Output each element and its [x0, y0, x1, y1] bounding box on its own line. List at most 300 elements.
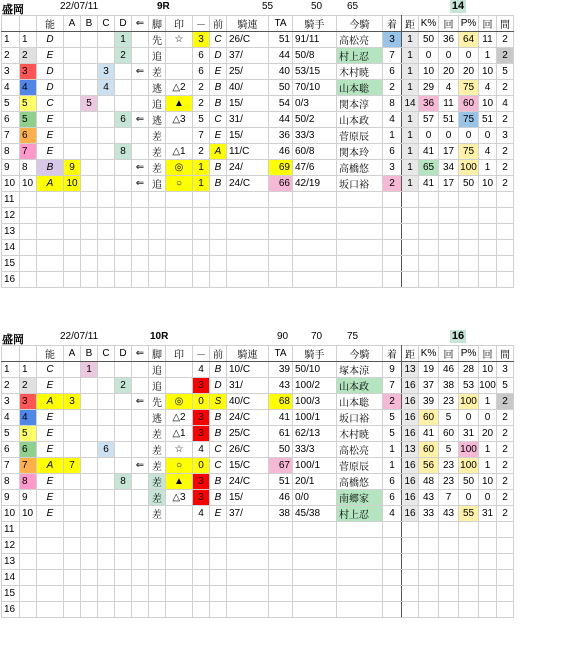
k-pct-cell [419, 208, 439, 224]
count2-cell: 0 [479, 128, 497, 144]
track-name: 盛岡 [2, 4, 24, 16]
jockey-cell: 47/6 [293, 160, 337, 176]
rank-d-cell [115, 554, 132, 570]
horse-number: 2 [2, 378, 20, 394]
rank-c-cell [98, 474, 115, 490]
horse-number: 12 [2, 538, 20, 554]
mark-num-cell: 6 [193, 48, 210, 64]
count2-cell: 100 [479, 378, 497, 394]
finish-cell: 5 [383, 426, 402, 442]
ability-cell: E [37, 426, 64, 442]
count-cell [439, 538, 459, 554]
table-row[interactable] [2, 160, 514, 176]
horse-number: 14 [2, 240, 20, 256]
horse-number: 9 [2, 490, 20, 506]
mark-num-cell: 3 [193, 474, 210, 490]
distance-cell: 1 [402, 144, 419, 160]
count2-cell [479, 256, 497, 272]
rank-c-cell [98, 602, 115, 618]
table-row[interactable] [2, 426, 514, 442]
header-style: 脚 [149, 346, 166, 362]
prev-cell [210, 256, 227, 272]
jockey-cell [293, 272, 337, 288]
ability-cell: E [37, 112, 64, 128]
rank-d-cell [115, 410, 132, 426]
arrow-cell [132, 224, 149, 240]
interval-cell: 5 [497, 64, 514, 80]
ability-cell: D [37, 64, 64, 80]
p-pct-cell [459, 256, 479, 272]
interval-cell: 2 [497, 506, 514, 522]
k-pct-cell [419, 538, 439, 554]
count2-cell: 1 [479, 442, 497, 458]
prev-cell [210, 586, 227, 602]
current-jockey-cell [337, 586, 383, 602]
count-cell [439, 224, 459, 240]
current-jockey-cell [337, 538, 383, 554]
ta-cell: 69 [269, 160, 293, 176]
frame-number [20, 240, 37, 256]
table-row[interactable] [2, 458, 514, 474]
style-cell: 差 [149, 506, 166, 522]
prev-cell: E [210, 128, 227, 144]
current-jockey-cell: 木村暁 [337, 64, 383, 80]
header-current-jockey: 今騎 [337, 16, 383, 32]
rank-d-cell [115, 208, 132, 224]
rank-b-cell [81, 506, 98, 522]
empty-row [2, 240, 514, 256]
header-row [2, 346, 514, 362]
rank-b-cell [81, 378, 98, 394]
count-cell [439, 240, 459, 256]
p-pct-cell: 20 [459, 64, 479, 80]
p-pct-cell [459, 586, 479, 602]
mark-cell [166, 272, 193, 288]
prev-cell [210, 208, 227, 224]
header-finish: 着 [383, 346, 402, 362]
table-row[interactable] [2, 362, 514, 378]
count-cell: 43 [439, 506, 459, 522]
ta-cell: 68 [269, 394, 293, 410]
jockey-combo-cell: 40/ [227, 80, 269, 96]
jockey-cell: 50/10 [293, 362, 337, 378]
rank-d-cell [115, 602, 132, 618]
ta-cell [269, 256, 293, 272]
race-sheet-2 [0, 330, 573, 615]
arrow-cell: ⇐ [132, 176, 149, 192]
p-pct-cell [459, 570, 479, 586]
top-value-b: 50 [311, 1, 323, 12]
distance-cell [402, 538, 419, 554]
rank-c-cell [98, 192, 115, 208]
mark-cell: ◎ [166, 160, 193, 176]
count2-cell [479, 240, 497, 256]
table-row[interactable] [2, 410, 514, 426]
k-pct-cell: 19 [419, 362, 439, 378]
count-cell: 0 [439, 48, 459, 64]
p-pct-cell: 0 [459, 128, 479, 144]
frame-number [20, 538, 37, 554]
current-jockey-cell [337, 240, 383, 256]
k-pct-cell [419, 586, 439, 602]
rank-a-cell [64, 112, 81, 128]
top-value-b: 70 [311, 331, 323, 342]
rank-d-cell [115, 240, 132, 256]
jockey-combo-cell: 25/ [227, 64, 269, 80]
empty-row [2, 272, 514, 288]
horse-number: 15 [2, 256, 20, 272]
rank-d-cell [115, 176, 132, 192]
prev-cell: C [210, 442, 227, 458]
interval-cell [497, 224, 514, 240]
rank-b-cell [81, 64, 98, 80]
finish-cell [383, 522, 402, 538]
table-row[interactable] [2, 144, 514, 160]
entry-table [1, 15, 514, 288]
interval-cell: 2 [497, 458, 514, 474]
rank-b-cell [81, 32, 98, 48]
count2-cell: 10 [479, 362, 497, 378]
jockey-cell [293, 586, 337, 602]
current-jockey-cell [337, 522, 383, 538]
table-row[interactable] [2, 176, 514, 192]
header-dash: － [193, 16, 210, 32]
current-jockey-cell [337, 192, 383, 208]
entry-table [1, 345, 514, 618]
count2-cell: 0 [479, 410, 497, 426]
mark-num-cell: 5 [193, 112, 210, 128]
table-row[interactable] [2, 474, 514, 490]
horse-number: 2 [2, 48, 20, 64]
prev-cell: E [210, 506, 227, 522]
frame-number: 2 [20, 48, 37, 64]
rank-c-cell [98, 538, 115, 554]
jockey-cell: 20/1 [293, 474, 337, 490]
jockey-cell [293, 224, 337, 240]
count-cell: 46 [439, 362, 459, 378]
mark-cell: △3 [166, 490, 193, 506]
distance-cell: 1 [402, 32, 419, 48]
distance-cell: 16 [402, 410, 419, 426]
prev-cell [210, 570, 227, 586]
rank-c-cell [98, 378, 115, 394]
current-jockey-cell: 山本政 [337, 378, 383, 394]
table-row[interactable] [2, 64, 514, 80]
interval-cell [497, 256, 514, 272]
style-cell: 先 [149, 32, 166, 48]
finish-cell [383, 602, 402, 618]
arrow-cell [132, 426, 149, 442]
jockey-cell: 100/2 [293, 378, 337, 394]
p-pct-cell: 100 [459, 442, 479, 458]
header-p-pct: P% [459, 346, 479, 362]
rank-d-cell [115, 522, 132, 538]
rank-a-cell [64, 272, 81, 288]
table-row[interactable] [2, 80, 514, 96]
arrow-cell [132, 602, 149, 618]
arrow-cell [132, 32, 149, 48]
frame-number [20, 272, 37, 288]
count2-cell: 31 [479, 506, 497, 522]
empty-row [2, 570, 514, 586]
mark-cell: ○ [166, 458, 193, 474]
table-row[interactable] [2, 48, 514, 64]
current-jockey-cell: 菅原辰 [337, 458, 383, 474]
table-row[interactable] [2, 32, 514, 48]
current-jockey-cell: 高橋悠 [337, 474, 383, 490]
rank-a-cell [64, 474, 81, 490]
rank-b-cell [81, 570, 98, 586]
finish-cell [383, 208, 402, 224]
jockey-combo-cell [227, 570, 269, 586]
count-cell: 5 [439, 410, 459, 426]
ability-cell [37, 240, 64, 256]
prev-cell: B [210, 96, 227, 112]
table-row[interactable] [2, 442, 514, 458]
style-cell: 先 [149, 394, 166, 410]
prev-cell: B [210, 490, 227, 506]
jockey-cell: 62/13 [293, 426, 337, 442]
jockey-combo-cell [227, 554, 269, 570]
ta-cell: 67 [269, 458, 293, 474]
count-cell: 60 [439, 426, 459, 442]
jockey-cell: 100/1 [293, 410, 337, 426]
mark-cell: △2 [166, 410, 193, 426]
style-cell: 追 [149, 96, 166, 112]
mark-num-cell: 7 [193, 128, 210, 144]
count2-cell: 10 [479, 64, 497, 80]
ta-cell: 51 [269, 474, 293, 490]
header-finish: 着 [383, 16, 402, 32]
count2-cell: 20 [479, 426, 497, 442]
arrow-cell [132, 208, 149, 224]
race-date: 22/07/11 [60, 331, 99, 342]
rank-b-cell: 1 [81, 362, 98, 378]
rank-d-cell: 1 [115, 32, 132, 48]
header-distance: 距 [402, 16, 419, 32]
rank-a-cell [64, 256, 81, 272]
table-row[interactable] [2, 112, 514, 128]
ability-cell: A [37, 394, 64, 410]
p-pct-cell [459, 602, 479, 618]
prev-cell: B [210, 474, 227, 490]
empty-row [2, 522, 514, 538]
count-cell: 5 [439, 442, 459, 458]
jockey-combo-cell: 15/ [227, 490, 269, 506]
horse-number: 4 [2, 80, 20, 96]
horse-number: 11 [2, 192, 20, 208]
p-pct-cell [459, 554, 479, 570]
k-pct-cell [419, 224, 439, 240]
table-row[interactable] [2, 96, 514, 112]
current-jockey-cell: 高松亮 [337, 442, 383, 458]
horse-number: 5 [2, 96, 20, 112]
interval-cell: 2 [497, 160, 514, 176]
rank-b-cell [81, 192, 98, 208]
finish-cell: 2 [383, 80, 402, 96]
count-cell: 51 [439, 112, 459, 128]
mark-num-cell: 3 [193, 378, 210, 394]
k-pct-cell [419, 602, 439, 618]
table-row[interactable] [2, 394, 514, 410]
rank-b-cell [81, 442, 98, 458]
count-cell [439, 602, 459, 618]
k-pct-cell: 39 [419, 394, 439, 410]
ability-cell [37, 522, 64, 538]
table-row[interactable] [2, 506, 514, 522]
rank-d-cell [115, 458, 132, 474]
mark-num-cell: 2 [193, 80, 210, 96]
prev-cell: S [210, 394, 227, 410]
prev-cell [210, 240, 227, 256]
distance-cell [402, 522, 419, 538]
rank-a-cell [64, 522, 81, 538]
rank-d-cell [115, 426, 132, 442]
arrow-cell [132, 442, 149, 458]
table-row[interactable] [2, 490, 514, 506]
count-cell: 7 [439, 490, 459, 506]
count-cell: 17 [439, 144, 459, 160]
mark-cell: ☆ [166, 442, 193, 458]
jockey-cell: 0/3 [293, 96, 337, 112]
mark-cell [166, 378, 193, 394]
p-pct-cell: 100 [459, 458, 479, 474]
jockey-combo-cell [227, 224, 269, 240]
k-pct-cell: 60 [419, 410, 439, 426]
rank-a-cell [64, 506, 81, 522]
rank-b-cell [81, 224, 98, 240]
top-value-a: 55 [262, 1, 274, 12]
horse-number: 12 [2, 208, 20, 224]
style-cell [149, 522, 166, 538]
count2-cell [479, 538, 497, 554]
count-cell: 20 [439, 64, 459, 80]
ability-cell: E [37, 378, 64, 394]
prev-cell [210, 224, 227, 240]
finish-cell: 7 [383, 378, 402, 394]
style-cell [149, 586, 166, 602]
header-blank [20, 346, 37, 362]
header-a: A [64, 346, 81, 362]
finish-cell: 6 [383, 474, 402, 490]
rank-d-cell: 6 [115, 112, 132, 128]
mark-num-cell: 1 [193, 176, 210, 192]
table-row[interactable] [2, 128, 514, 144]
count-cell: 34 [439, 160, 459, 176]
frame-number [20, 256, 37, 272]
ability-cell [37, 554, 64, 570]
mark-cell [166, 64, 193, 80]
rank-b-cell [81, 554, 98, 570]
mark-cell [166, 256, 193, 272]
mark-cell [166, 192, 193, 208]
style-cell [149, 192, 166, 208]
frame-number: 5 [20, 96, 37, 112]
p-pct-cell [459, 240, 479, 256]
rank-a-cell [64, 128, 81, 144]
header-jockey-combo: 騎連 [227, 16, 269, 32]
mark-num-cell: 1 [193, 160, 210, 176]
prev-cell: A [210, 144, 227, 160]
jockey-combo-cell [227, 586, 269, 602]
header-c: C [98, 346, 115, 362]
style-cell: 追 [149, 48, 166, 64]
current-jockey-cell: 村上忍 [337, 48, 383, 64]
finish-cell: 2 [383, 176, 402, 192]
rank-d-cell [115, 442, 132, 458]
header-count2: 回 [479, 346, 497, 362]
mark-cell [166, 602, 193, 618]
interval-cell: 2 [497, 474, 514, 490]
style-cell: 逃 [149, 80, 166, 96]
arrow-cell [132, 80, 149, 96]
rank-b-cell [81, 474, 98, 490]
rank-a-cell [64, 426, 81, 442]
ability-cell: E [37, 506, 64, 522]
mark-cell [166, 208, 193, 224]
jockey-cell: 45/38 [293, 506, 337, 522]
horse-number: 1 [2, 362, 20, 378]
p-pct-cell: 28 [459, 362, 479, 378]
rank-d-cell [115, 570, 132, 586]
k-pct-cell [419, 192, 439, 208]
ability-cell: B [37, 160, 64, 176]
k-pct-cell [419, 272, 439, 288]
arrow-cell [132, 410, 149, 426]
ability-cell [37, 256, 64, 272]
k-pct-cell [419, 522, 439, 538]
ta-cell: 51 [269, 32, 293, 48]
count-cell: 0 [439, 128, 459, 144]
rank-d-cell: 2 [115, 378, 132, 394]
rank-a-cell [64, 362, 81, 378]
table-row[interactable] [2, 378, 514, 394]
arrow-cell [132, 538, 149, 554]
p-pct-cell: 75 [459, 144, 479, 160]
count2-cell [479, 554, 497, 570]
style-cell: 差 [149, 160, 166, 176]
count2-cell: 1 [479, 458, 497, 474]
ability-cell: E [37, 144, 64, 160]
prev-cell [210, 538, 227, 554]
prev-cell: B [210, 80, 227, 96]
count-cell: 23 [439, 394, 459, 410]
rank-b-cell [81, 538, 98, 554]
frame-number: 1 [20, 362, 37, 378]
k-pct-cell: 33 [419, 506, 439, 522]
horse-number: 7 [2, 458, 20, 474]
interval-cell [497, 602, 514, 618]
ability-cell: E [37, 410, 64, 426]
prev-cell: B [210, 410, 227, 426]
mark-num-cell [193, 586, 210, 602]
mark-num-cell [193, 570, 210, 586]
interval-cell: 3 [497, 128, 514, 144]
distance-cell [402, 272, 419, 288]
p-pct-cell: 60 [459, 96, 479, 112]
frame-number: 10 [20, 506, 37, 522]
rank-a-cell [64, 224, 81, 240]
distance-cell: 1 [402, 160, 419, 176]
k-pct-cell [419, 570, 439, 586]
distance-cell [402, 240, 419, 256]
jockey-cell: 53/15 [293, 64, 337, 80]
jockey-cell [293, 602, 337, 618]
frame-number: 9 [20, 490, 37, 506]
ta-cell: 54 [269, 96, 293, 112]
mark-num-cell [193, 602, 210, 618]
rank-b-cell [81, 586, 98, 602]
